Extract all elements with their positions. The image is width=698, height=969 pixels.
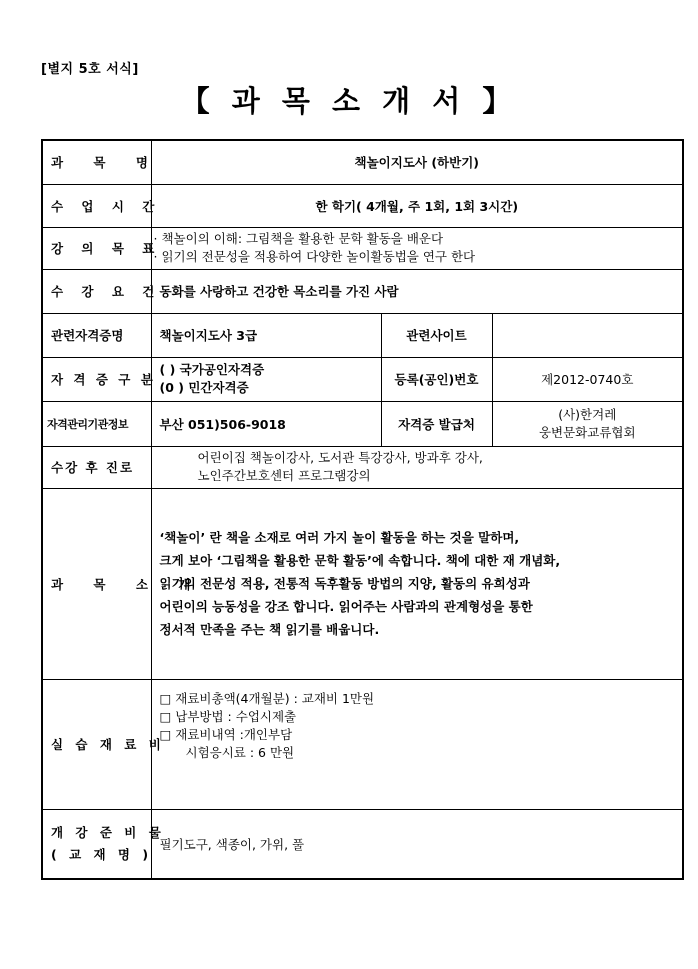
prep-label [42,809,165,879]
requirement-value: 동화를 사랑하고 건강한 목소리를 가진 사람 [151,269,683,313]
row-goal [42,227,683,269]
materials-label: 실 습 재 료 비 [42,679,151,809]
cert-type-options [151,357,381,401]
goal-label: 강 의 목 표 [42,227,151,269]
prep-value: 필기도구, 색종이, 가위, 풀 [151,809,683,879]
materials-line: □ 재료비총액(4개월분) : 교재비 1만원 [159,690,375,706]
intro-line: 크게 보아 ‘그림책을 활용한 문학 활동’에 속합니다. 책에 대한 재 개념화, [159,553,561,568]
materials-line: □ 재료비내역 :개인부담 [159,726,293,742]
requirement-label: 수 강 요 건 [42,269,151,313]
row-subject [42,140,683,184]
form-code: [별지 5호 서식] [41,62,139,77]
row-career [42,446,683,488]
cert-type-label: 자 격 증 구 분 [42,357,151,401]
prep-label-line: ( 교 재 명 ) [51,846,153,862]
cert-type-option: ( ) 국가공인자격증 [159,362,265,377]
intro-line: 어린이의 능동성을 강조 합니다. 읽어주는 사람과의 관계형성을 통한 [159,599,533,614]
goal-line: · 책놀이의 이해: 그림책을 활용한 문학 활동을 배운다 [153,231,444,246]
issuer-label: 자격증 발급처 [381,401,492,446]
certificate-label: 관련자격증명 [42,313,151,357]
schedule-value: 한 학기( 4개월, 주 1회, 1회 3시간) [151,184,683,227]
intro-line: 정서적 만족을 주는 책 읽기를 배웁니다. [159,622,380,637]
cert-admin-label: 자격관리기관정보 [42,401,151,446]
subject-value: 책놀이지도사 (하반기) [151,140,683,184]
goal-value [151,227,683,269]
intro-label: 과 목 소 개 [42,488,151,679]
course-info-table [41,139,684,880]
row-prep [42,809,683,879]
career-line: 어린이집 책놀이강사, 도서관 특강강사, 방과후 강사, [197,450,483,465]
career-line: 노인주간보호센터 프로그램강의 [197,468,371,483]
materials-line: 시험응시료 : 6 만원 [185,744,295,760]
schedule-label: 수 업 시 간 [42,184,151,227]
certificate-value: 책놀이지도사 3급 [151,313,381,357]
career-label: 수강 후 진로 [42,446,151,488]
prep-label-line: 개 강 준 비 물 [51,824,165,840]
document-title: 【 과 목 소 개 서 】 [180,84,518,118]
row-requirement [42,269,683,313]
reg-number-label: 등록(공인)번호 [381,357,492,401]
intro-line: ‘책놀이’ 란 책을 소재로 여러 가지 놀이 활동을 하는 것을 말하며, [159,530,520,545]
row-materials [42,679,683,809]
issuer-value [492,401,683,446]
site-label: 관련사이트 [381,313,492,357]
site-value [492,313,683,357]
row-schedule [42,184,683,227]
goal-line: · 읽기의 전문성을 적용하여 다양한 놀이활동법을 연구 한다 [153,249,476,264]
intro-line: 읽기의 전문성 적용, 전통적 독후활동 방법의 지양, 활동의 유희성과 [159,576,530,591]
reg-number-value: 제2012-0740호 [492,357,683,401]
subject-label: 과 목 명 [42,140,151,184]
issuer-line: 웅변문화교류협회 [538,424,636,440]
row-certificate [42,313,683,357]
row-intro [42,488,683,679]
issuer-line: (사)한겨레 [558,406,617,422]
intro-value [151,488,683,679]
materials-line: □ 납부방법 : 수업시제출 [159,708,297,724]
cert-admin-value: 부산 051)506-9018 [151,401,381,446]
cert-type-option: (0 ) 민간자격증 [159,380,249,395]
row-cert-admin [42,401,683,446]
career-value [151,446,683,488]
materials-value [151,679,683,809]
row-cert-type [42,357,683,401]
